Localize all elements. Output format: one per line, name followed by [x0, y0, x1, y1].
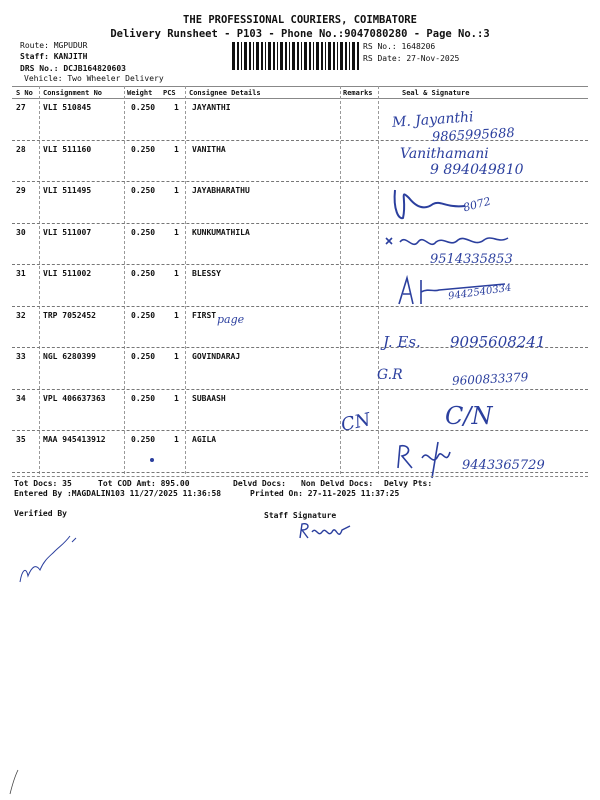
- phone-row-29: 8072: [461, 194, 493, 215]
- cell-weight: 0.250: [131, 269, 156, 278]
- total-docs: Tot Docs: 35: [14, 479, 72, 488]
- phone-row-31: 9442540334: [447, 282, 513, 303]
- cell-consignment: VLI 511002: [43, 269, 92, 278]
- delivery-points: Delvy Pts:: [384, 479, 433, 488]
- cell-weight: 0.250: [131, 393, 156, 403]
- cell-pcs: 1: [174, 186, 179, 195]
- signature-row-30-scribble: [382, 232, 532, 252]
- cell-consignment: MAA 945413912: [43, 435, 106, 444]
- total-cod-amount: Tot COD Amt: 895.00: [98, 479, 190, 488]
- cell-consignee: VANITHA: [192, 144, 226, 154]
- company-title: THE PROFESSIONAL COURIERS, COIMBATORE: [183, 14, 417, 26]
- non-delivered-docs: Non Delvd Docs:: [301, 479, 374, 488]
- entered-by: Entered By :MAGDALIN103 11/27/2025 11:36:58: [14, 489, 222, 498]
- remark-cn: CN: [339, 409, 373, 436]
- cell-consignee: AGILA: [192, 435, 217, 444]
- cell-consignee: FIRST: [192, 310, 217, 320]
- vehicle-text: Vehicle: Two Wheeler Delivery: [24, 74, 164, 83]
- delivered-docs: Delvd Docs:: [233, 479, 286, 488]
- cell-weight: 0.250: [131, 144, 156, 154]
- cell-weight: 0.250: [131, 186, 156, 195]
- cell-consignment: VLI 511160: [43, 144, 92, 154]
- phone-row-27: 9865995688: [431, 125, 516, 146]
- cell-consignment: NGL 6280399: [43, 352, 96, 361]
- cell-pcs: 1: [174, 227, 179, 237]
- phone-row-35: 9443365729: [462, 458, 545, 473]
- staff-text: Staff: KANJITH: [20, 52, 88, 61]
- signature-row-35-scribble: [392, 438, 462, 480]
- cell-weight: 0.250: [131, 352, 156, 361]
- cell-consignee: JAYABHARATHU: [192, 186, 250, 195]
- cell-sno: 30: [16, 227, 26, 237]
- cell-sno: 33: [16, 352, 26, 361]
- col-pcs: PCS: [163, 89, 176, 97]
- cell-pcs: 1: [174, 103, 179, 112]
- cell-consignee: KUNKUMATHILA: [192, 227, 250, 237]
- cell-consignment: VLI 511007: [43, 227, 92, 237]
- phone-row-28: 9 894049810: [430, 162, 524, 178]
- cell-pcs: 1: [174, 144, 179, 154]
- cell-weight: 0.250: [131, 435, 156, 444]
- rs-date: RS Date: 27-Nov-2025: [363, 54, 460, 63]
- runsheet-subtitle: Delivery Runsheet - P103 - Phone No.:9047080280 - Page No.:3: [110, 28, 490, 40]
- signature-row-34: G.R: [377, 367, 403, 383]
- cell-sno: 31: [16, 269, 26, 278]
- verified-by-label: Verified By: [14, 509, 67, 518]
- cell-consignee: JAYANTHI: [192, 103, 231, 112]
- staff-signature-label: Staff Signature: [264, 511, 337, 520]
- cell-consignment: VLI 511495: [43, 186, 92, 195]
- printed-on: Printed On: 27-11-2025 11:37:25: [250, 489, 400, 498]
- cell-sno: 29: [16, 186, 26, 195]
- cell-sno: 28: [16, 144, 26, 154]
- cell-sno: 35: [16, 435, 26, 444]
- barcode-image: [232, 42, 360, 70]
- cell-weight: 0.250: [131, 227, 156, 237]
- cell-pcs: 1: [174, 435, 179, 444]
- col-consignee: Consignee Details: [189, 89, 261, 97]
- col-remarks: Remarks: [343, 89, 373, 97]
- cell-sno: 34: [16, 393, 26, 403]
- signature-row-33: J. Es.: [383, 333, 421, 351]
- cell-consignee: GOVINDARAJ: [192, 352, 241, 361]
- col-weight: Weight: [127, 89, 153, 97]
- route-text: Route: MGPUDUR: [20, 41, 88, 50]
- cell-consignee: BLESSY: [192, 269, 221, 278]
- cell-pcs: 1: [174, 393, 179, 403]
- cell-consignment: VPL 406637363: [43, 393, 106, 403]
- phone-row-33: 9095608241: [450, 333, 546, 351]
- col-seal-signature: Seal & Signature: [402, 89, 470, 97]
- phone-row-30: 9514335853: [430, 252, 513, 267]
- cell-sno: 32: [16, 310, 26, 320]
- verified-signature-scribble: [14, 526, 94, 586]
- col-sno: S No: [16, 89, 33, 97]
- cell-pcs: 1: [174, 352, 179, 361]
- rs-number: RS No.: 1648206: [363, 42, 436, 51]
- table-row: [12, 389, 588, 431]
- staff-signature-scribble: [296, 520, 356, 544]
- signature-row-27: M. Jayanthi: [391, 109, 475, 131]
- cell-pcs: 1: [174, 310, 179, 320]
- seal-cn: C/N: [445, 402, 493, 430]
- drs-number: DRS No.: DCJB164820603: [20, 64, 126, 73]
- phone-row-34: 9600833379: [451, 370, 529, 388]
- cell-consignee: SUBAASH: [192, 393, 226, 403]
- cell-pcs: 1: [174, 269, 179, 278]
- margin-mark: [4, 768, 24, 798]
- cell-sno: 27: [16, 103, 26, 112]
- ink-dot: [150, 458, 154, 462]
- signature-row-28: Vanithamani: [400, 146, 489, 162]
- col-consignment: Consignment No: [43, 89, 103, 97]
- table-row: [12, 181, 588, 223]
- cell-consignment: TRP 7052452: [43, 310, 96, 320]
- cell-weight: 0.250: [131, 103, 156, 112]
- cell-weight: 0.250: [131, 310, 156, 320]
- note-row-32: page: [217, 313, 245, 326]
- cell-consignment: VLI 510845: [43, 103, 92, 112]
